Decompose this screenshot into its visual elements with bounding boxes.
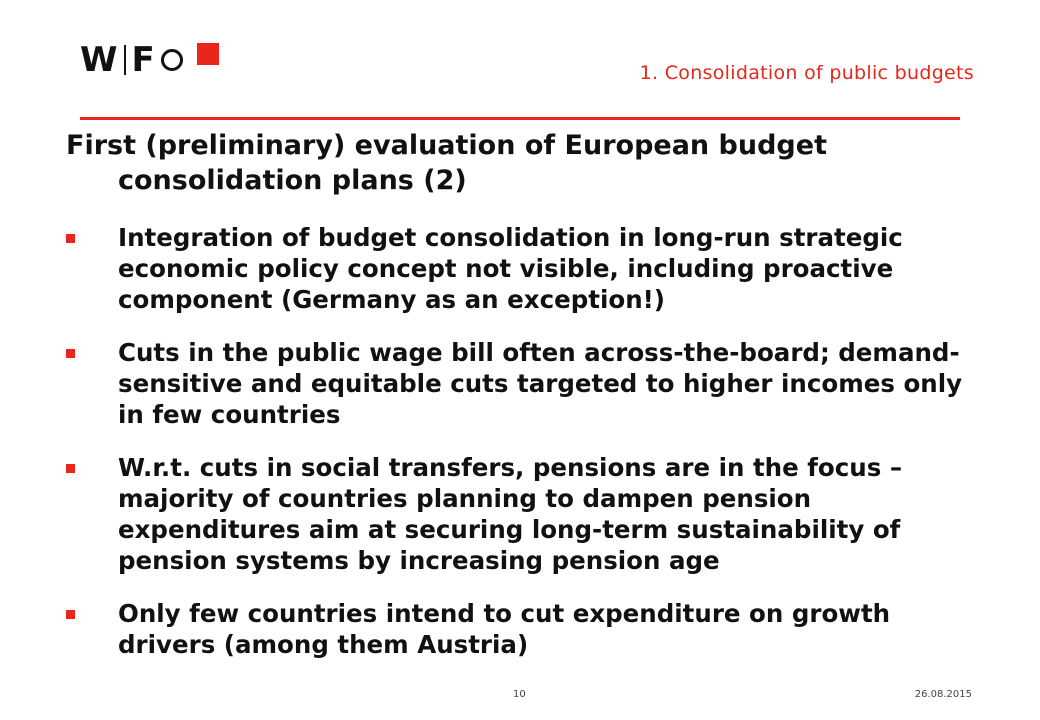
logo-square-icon [197,43,219,65]
wifo-logo [80,40,219,80]
heading-line-1: First (preliminary) evaluation of European budget [66,130,827,161]
bullet-square-icon [66,464,75,473]
logo-bar [124,45,126,75]
bullet-item [66,452,986,576]
bullet-text: W.r.t. cuts in social transfers, pensions are in the focus – majority of countries planning to dampen pension expenditures aim at securing long-term sustainability of pension systems by increasing pension age [118,453,903,575]
bullet-item [66,337,986,430]
logo-ring-icon [161,49,183,71]
bullet-square-icon [66,610,75,619]
section-title: 1. Consolidation of public budgets [639,62,974,84]
page-number: 10 [513,689,526,700]
header-divider [80,117,960,120]
bullet-item [66,598,986,660]
bullet-square-icon [66,349,75,358]
heading-line-2: consolidation plans (2) [118,165,467,196]
bullet-text: Cuts in the public wage bill often across-the-board; demand-sensitive and equitable cuts targeted to higher incomes only in few countries [118,338,963,429]
bullet-square-icon [66,234,75,243]
slide-date: 26.08.2015 [914,689,972,700]
logo-letter-w: W [80,40,118,80]
bullet-text: Only few countries intend to cut expenditure on growth drivers (among them Austria) [118,599,891,659]
bullet-item [66,222,986,315]
logo-letter-f: F [131,40,155,80]
bullet-text: Integration of budget consolidation in long-run strategic economic policy concept not visible, including proactive component (Germany as an exception!) [118,223,903,314]
bullet-list [66,222,986,682]
slide-heading [66,128,966,198]
